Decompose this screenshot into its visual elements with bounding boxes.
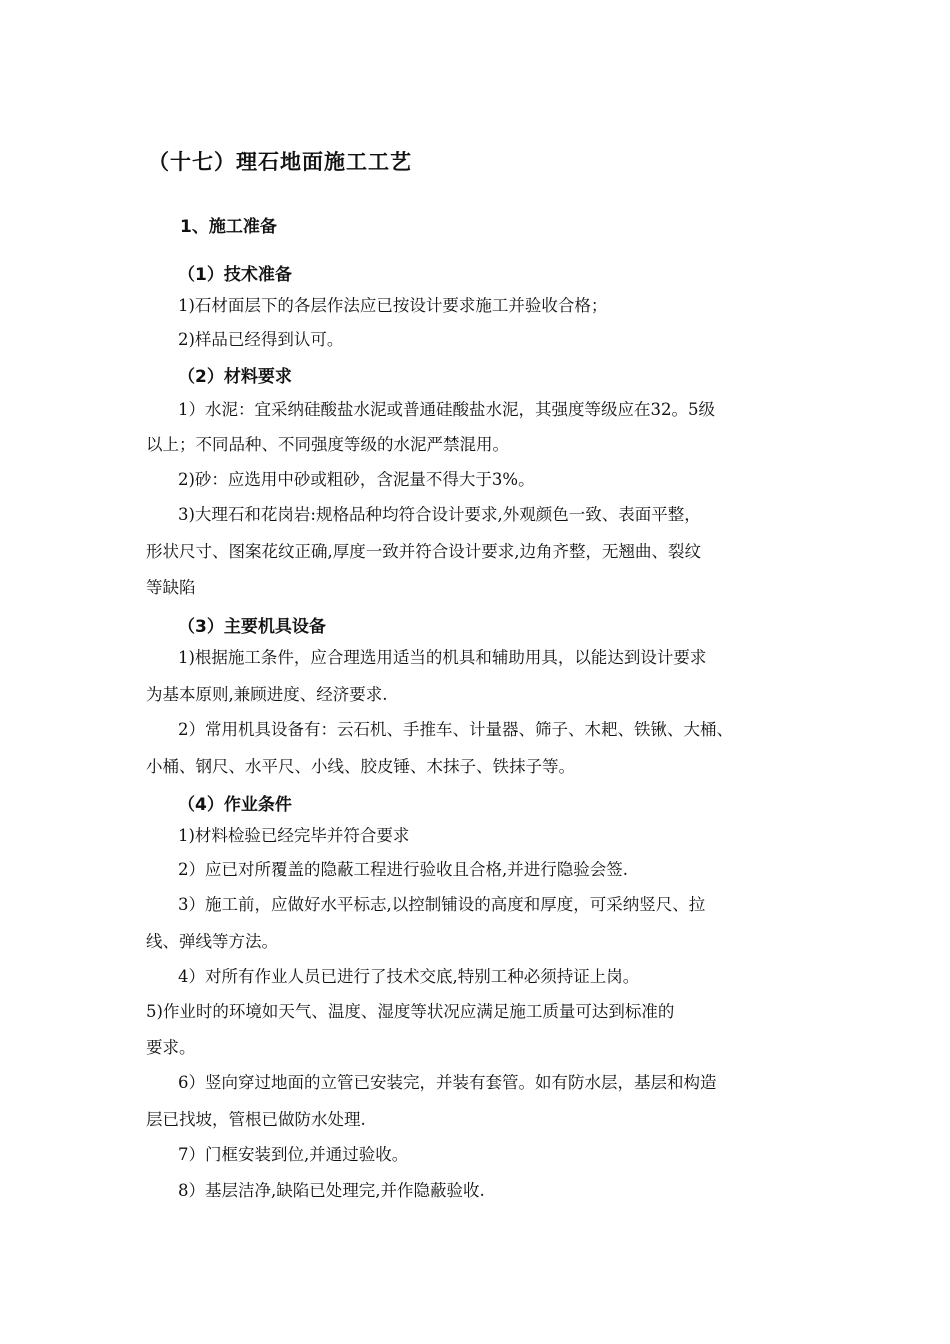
paragraph-line: 4）对所有作业人员已进行了技术交底,特别工种必须持证上岗。 — [178, 967, 640, 986]
paragraph-line: 5)作业时的环境如天气、温度、湿度等状况应满足施工质量可达到标准的 — [146, 1002, 675, 1021]
paragraph-line: 8）基层洁净,缺陷已处理完,并作隐蔽验收. — [178, 1181, 485, 1200]
subsection-heading: （3）主要机具设备 — [178, 617, 326, 637]
paragraph-line: 为基本原则,兼顾进度、经济要求. — [146, 685, 388, 704]
paragraph-line: 线、弹线等方法。 — [146, 932, 278, 951]
paragraph-line: 2）常用机具设备有：云石机、手推车、计量器、筛子、木耙、铁锹、大桶、 — [178, 720, 733, 739]
paragraph-line: 以上；不同品种、不同强度等级的水泥严禁混用。 — [146, 435, 509, 454]
paragraph-line: 1)根据施工条件，应合理选用适当的机具和辅助用具，以能达到设计要求 — [178, 648, 707, 667]
paragraph-line: 要求。 — [146, 1038, 196, 1057]
paragraph-line: 2）应已对所覆盖的隐蔽工程进行验收且合格,并进行隐验会签. — [178, 860, 628, 879]
paragraph-line: 层已找坡，管根已做防水处理. — [146, 1110, 366, 1129]
document-title: （十七）理石地面施工工艺 — [148, 150, 412, 174]
paragraph-line: 2)砂：应选用中砂或粗砂，含泥量不得大于3%。 — [178, 470, 535, 489]
subsection-heading: （1）技术准备 — [178, 265, 292, 285]
paragraph-line: 3)大理石和花岗岩:规格品种均符合设计要求,外观颜色一致、表面平整， — [178, 505, 701, 524]
paragraph-line: 6）竖向穿过地面的立管已安装完，并装有套管。如有防水层，基层和构造 — [178, 1073, 717, 1092]
paragraph-line: 1）水泥：宜采纳硅酸盐水泥或普通硅酸盐水泥，其强度等级应在32。5级 — [178, 400, 715, 419]
subsection-heading: （4）作业条件 — [178, 795, 292, 815]
paragraph-line: 形状尺寸、图案花纹正确,厚度一致并符合设计要求,边角齐整，无翘曲、裂纹 — [146, 542, 701, 561]
paragraph-line: 1)石材面层下的各层作法应已按设计要求施工并验收合格； — [178, 296, 608, 315]
paragraph-line: 2)样品已经得到认可。 — [178, 330, 344, 349]
paragraph-line: 小桶、钢尺、水平尺、小线、胶皮锤、木抹子、铁抹子等。 — [146, 757, 575, 776]
paragraph-line: 7）门框安装到位,并通过验收。 — [178, 1145, 409, 1164]
subsection-heading: （2）材料要求 — [178, 367, 292, 387]
paragraph-line: 3）施工前，应做好水平标志,以控制铺设的高度和厚度，可采纳竖尺、拉 — [178, 895, 706, 914]
section-heading: 1、施工准备 — [180, 217, 277, 237]
paragraph-line: 1)材料检验已经完毕并符合要求 — [178, 826, 410, 845]
paragraph-line: 等缺陷 — [146, 578, 196, 597]
